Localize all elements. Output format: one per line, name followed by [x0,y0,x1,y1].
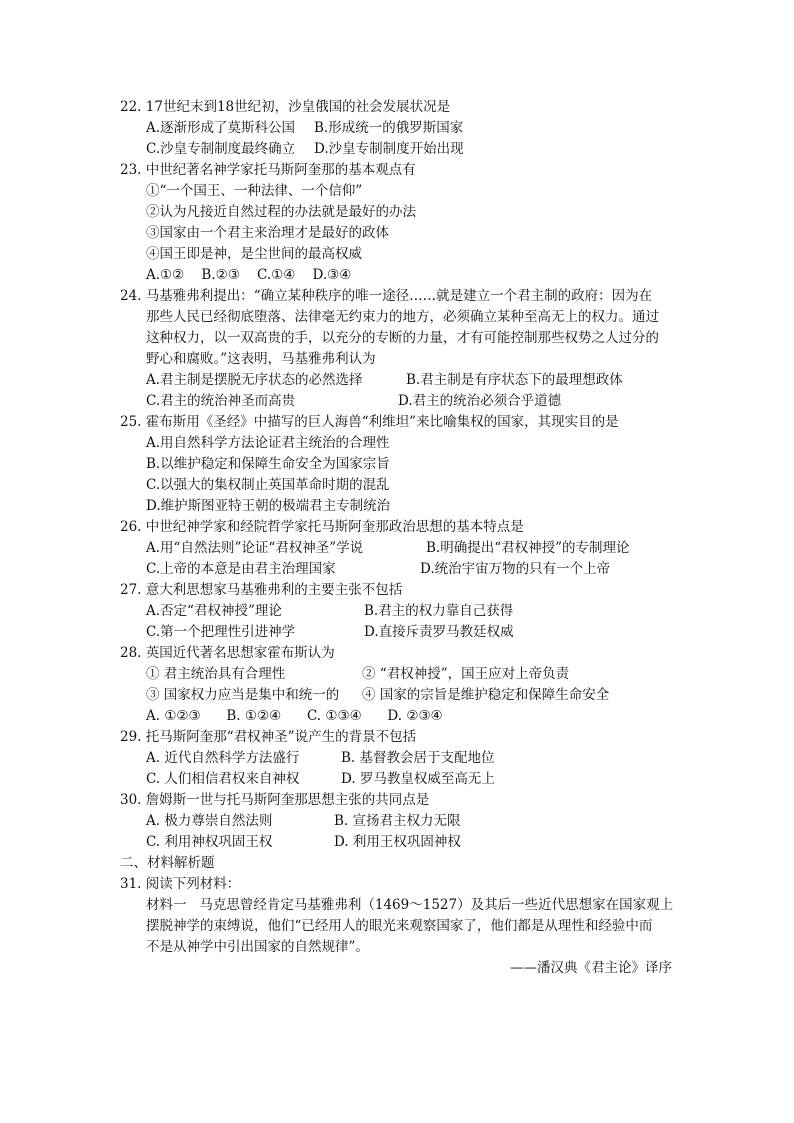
q27-stem: 27. 意大利思想家马基雅弗利的主要主张不包括 [120,582,403,598]
q22-option-a: A.逐渐形成了莫斯科公国 [146,120,296,136]
q23-statement-3: ③国家由一个君主来治理才是最好的政体 [146,225,389,241]
q22-option-c: C.沙皇专制制度最终确立 [146,141,296,157]
q24-stem-line-2: 那些人民已经彻底堕落、法律毫无约束力的地方，必须确立某种至高无上的权力。通过 [146,309,659,325]
q30-stem: 30. 詹姆斯一世与托马斯阿奎那思想主张的共同点是 [120,792,430,808]
q29-option-c: C. 人们相信君权来自神权 [146,771,300,787]
q25-option-b: B.以维护稳定和保障生命安全为国家宗旨 [146,456,390,472]
q24-stem-line-1: 24. 马基雅弗利提出：“确立某种秩序的唯一途径……就是建立一个君主制的政府：因为在 [120,288,653,304]
q22-option-b: B.形成统一的俄罗斯国家 [314,120,464,136]
q24-option-c: C.君主的统治神圣而高贵 [146,393,296,409]
q26-stem: 26. 中世纪神学家和经院哲学家托马斯阿奎那政治思想的基本特点是 [120,519,524,535]
section-heading: 二、材料解析题 [120,855,215,871]
q28-options: A. ①②③ B. ①②④ C. ①③④ D. ②③④ [146,708,443,724]
q31-stem: 31. 阅读下列材料： [120,876,241,892]
q31-material-line-3: 不是从神学中引出国家的自然规律”。 [146,939,369,955]
q23-stem: 23. 中世纪著名神学家托马斯阿奎那的基本观点有 [120,162,416,178]
q23-statement-1: ①“一个国王、一种法律、一个信仰” [146,183,363,199]
q28-statement-2: ② “君权神授”，国王应对上帝负责 [362,666,570,682]
q24-option-d: D.君主的统治必须合乎道德 [398,393,562,409]
q25-stem: 25. 霍布斯用《圣经》中描写的巨人海兽“利维坦”来比喻集权的国家，其现实目的是 [120,414,619,430]
q23-options: A.①② B.②③ C.①④ D.③④ [146,267,352,283]
q30-option-a: A. 极力尊崇自然法则 [146,813,273,829]
q27-option-a: A.否定“君权神授”理论 [146,603,282,619]
q25-option-c: C.以强大的集权制止英国革命时期的混乱 [146,477,390,493]
q30-option-b: B. 宣扬君主权力无限 [334,813,461,829]
q30-option-c: C. 利用神权巩固王权 [146,834,273,850]
q28-statement-3: ③ 国家权力应当是集中和统一的 [146,687,340,703]
q26-option-d: D.统治宇宙万物的只有一个上帝 [420,561,611,577]
q29-option-a: A. 近代自然科学方法盛行 [146,750,300,766]
q28-statement-1: ① 君主统治具有合理性 [146,666,286,682]
q28-statement-4: ④ 国家的宗旨是维护稳定和保障生命安全 [362,687,610,703]
q29-stem: 29. 托马斯阿奎那“君权神圣”说产生的背景不包括 [120,729,417,745]
q30-option-d: D. 利用王权巩固神权 [334,834,461,850]
q28-stem: 28. 英国近代著名思想家霍布斯认为 [120,645,335,661]
q31-source-citation: ——潘汉典《君主论》译序 [510,960,672,976]
q26-option-a: A.用“自然法则”论证“君权神圣”学说 [146,540,364,556]
q22-option-d: D.沙皇专制制度开始出现 [314,141,464,157]
q24-option-a: A.君主制是摆脱无序状态的必然选择 [146,372,363,388]
q29-option-b: B. 基督教会居于支配地位 [341,750,495,766]
q31-material-line-1: 材料一 马克思曾经肯定马基雅弗利（1469～1527）及其后一些近代思想家在国家观上 [146,897,674,913]
q23-statement-4: ④国王即是神，是尘世间的最高权威 [146,246,362,262]
q26-option-c: C.上帝的本意是由君主治理国家 [146,561,336,577]
q27-option-c: C.第一个把理性引进神学 [146,624,296,640]
q29-option-d: D. 罗马教皇权威至高无上 [341,771,495,787]
q27-option-b: B.君主的权力靠自己获得 [364,603,514,619]
q31-material-line-2: 摆脱神学的束缚说，他们“已经用人的眼光来观察国家了，他们都是从理性和经验中而 [146,918,653,934]
q27-option-d: D.直接斥责罗马教廷权威 [364,624,514,640]
q22-stem: 22. 17世纪末到18世纪初，沙皇俄国的社会发展状况是 [120,99,451,115]
q23-statement-2: ②认为凡接近自然过程的办法就是最好的办法 [146,204,416,220]
q24-stem-line-3: 这种权力，以一双高贵的手，以充分的专断的力量，才有可能控制那些权势之人过分的 [146,330,659,346]
q25-option-a: A.用自然科学方法论证君主统治的合理性 [146,435,390,451]
q25-option-d: D.维护斯图亚特王朝的极端君主专制统治 [146,498,391,514]
q26-option-b: B.明确提出“君权神授”的专制理论 [426,540,630,556]
q24-stem-line-4: 野心和腐败。”这表明，马基雅弗利认为 [146,351,376,367]
q24-option-b: B.君主制是有序状态下的最理想政体 [406,372,623,388]
